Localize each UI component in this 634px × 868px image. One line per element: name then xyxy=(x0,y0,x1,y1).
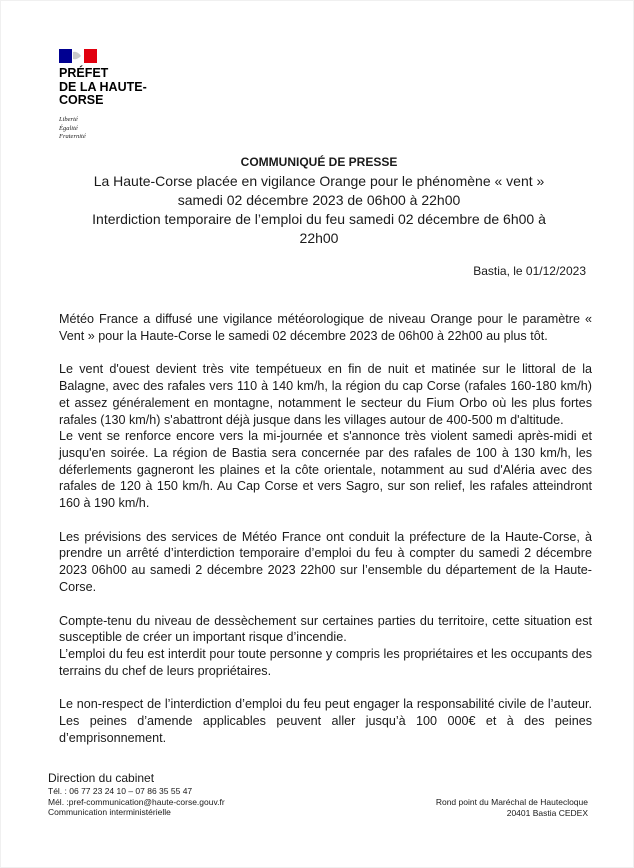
footer-address xyxy=(436,797,588,818)
body-paragraph: Météo France a diffusé une vigilance météorologique de niveau Orange pour le paramètre « Vent » pour la Haute-Corse le samedi 02 décembre 2023 de 06h00 à 22h00 au plus tôt. xyxy=(59,312,592,343)
body-paragraph: Le vent d'ouest devient très vite tempétueux en fin de nuit et matinée sur le littoral de la Balagne, avec des rafales vers 110 à 140 km/h, la région du cap Corse (rafales 160-180 km/h) et assez généralement en montagne, notamment le secteur du Fium Orbo où les plus fortes rafales (130 km/h) s'abattront déjà jusque dans les villages autour de 400-500 m d'altitude. xyxy=(59,362,592,427)
body-paragraph: Le non-respect de l’interdiction d’emploi du feu peut engager la responsabilité civile de l’auteur. Les peines d’amende applicables peuvent aller jusqu’à 100 000€ et à des peines d’emprisonnement. xyxy=(59,697,592,745)
footer-email: Mél. :pref-communication@haute-corse.gouv.fr xyxy=(48,796,225,807)
logo-line: CORSE xyxy=(59,93,104,107)
footer-phone: Tél. : 06 77 23 24 10 – 07 86 35 55 47 xyxy=(48,786,193,796)
prefecture-logo-text xyxy=(59,67,147,108)
title-line: La Haute-Corse placée en vigilance Orange pour le phénomène « vent » xyxy=(93,173,545,189)
press-release-title xyxy=(41,172,597,248)
body-paragraph: Le vent se renforce encore vers la mi-journée et s'annonce très violent samedi après-midi et jusqu'en soirée. La région de Bastia sera concernée par des rafales de 100 à 130 km/h, les déferlements gagneront les plaines et la côte orientale, notamment au sud d'Aléria avec des rafales de 120 à 150 km/h. Au Cap Corse et vers Sagro, sur son relief, les rafales atteindront 160 à 190 km/h. xyxy=(59,429,592,511)
document-body xyxy=(59,311,592,763)
title-line: Interdiction temporaire de l’emploi du feu samedi 02 décembre de 6h00 à xyxy=(92,211,546,227)
footer-address-line: Rond point du Maréchal de Hautecloque xyxy=(435,797,588,807)
marianne-flag-icon xyxy=(59,49,97,63)
footer-contact xyxy=(48,771,225,818)
logo-line: PRÉFET xyxy=(59,66,109,80)
logo-line: DE LA HAUTE- xyxy=(59,79,147,94)
motto-line: Fraternité xyxy=(59,133,86,140)
body-paragraph: Les prévisions des services de Météo France ont conduit la préfecture de la Haute-Corse, à prendre un arrêté d’interdiction temporaire d’emploi du feu à compter du samedi 2 décembre 2023 06h00 au samedi 2 décembre 2023 22h00 sur l’ensemble du département de la Haute-Corse. xyxy=(59,529,592,594)
motto-line: Égalité xyxy=(59,124,78,132)
republic-motto xyxy=(59,116,86,142)
press-release-heading xyxy=(41,154,597,248)
date-line: Bastia, le 01/12/2023 xyxy=(473,264,586,278)
body-paragraph: L’emploi du feu est interdit pour toute personne y compris les propriétaires et les occupants des terrains du chef de leurs propriétaires. xyxy=(59,646,592,678)
footer-address-line: 20401 Bastia CEDEX xyxy=(506,807,588,818)
title-line: 22h00 xyxy=(299,230,339,246)
footer-department: Direction du cabinet xyxy=(48,771,155,785)
motto-line: Liberté xyxy=(59,116,78,123)
press-release-kicker: COMMUNIQUÉ DE PRESSE xyxy=(240,155,398,169)
body-paragraph: Compte-tenu du niveau de dessèchement sur certaines parties du territoire, cette situation est susceptible de créer un important risque d’incendie. xyxy=(59,613,592,645)
title-line: samedi 02 décembre 2023 de 06h00 à 22h00 xyxy=(177,192,461,208)
footer-unit: Communication interministérielle xyxy=(48,807,171,817)
